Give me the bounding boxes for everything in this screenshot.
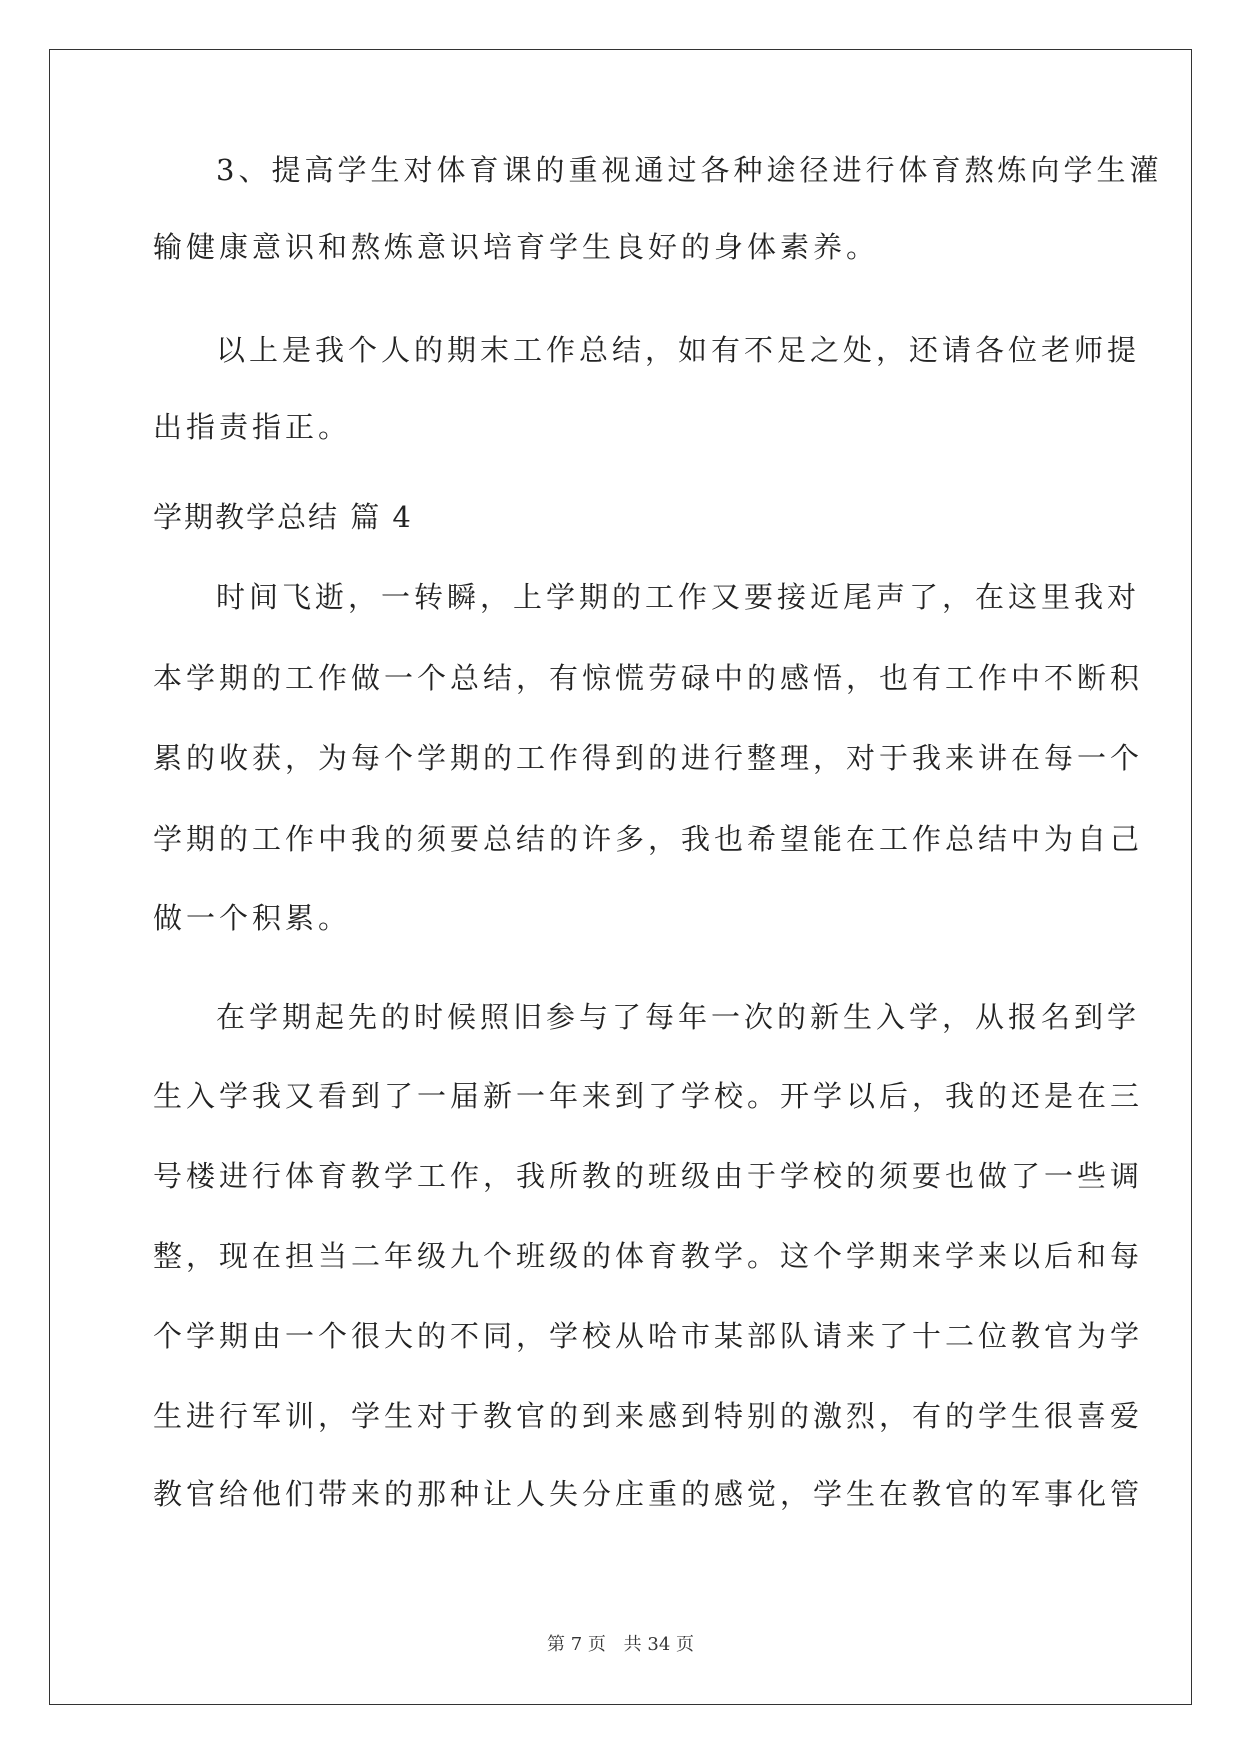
paragraph-line: 做一个积累。	[153, 901, 352, 935]
paragraph-line: 生入学我又看到了一届新一年来到了学校。开学以后，我的还是在三	[153, 1079, 1144, 1113]
page-footer	[0, 1630, 1241, 1656]
paragraph-line: 时间飞逝，一转瞬，上学期的工作又要接近尾声了，在这里我对	[216, 580, 1141, 614]
paragraph-line: 出指责指正。	[153, 410, 352, 444]
paragraph-line: 输健康意识和熬炼意识培育学生良好的身体素养。	[153, 230, 880, 264]
paragraph-line: 3、提高学生对体育课的重视通过各种途径进行体育熬炼向学生灌	[216, 153, 1163, 187]
paragraph-line: 教官给他们带来的那种让人失分庄重的感觉，学生在教官的军事化管	[153, 1477, 1144, 1511]
paragraph-line: 生进行军训，学生对于教官的到来感到特别的激烈，有的学生很喜爱	[153, 1399, 1144, 1433]
paragraph-line: 以上是我个人的期末工作总结，如有不足之处，还请各位老师提	[216, 333, 1141, 367]
paragraph-line: 整，现在担当二年级九个班级的体育教学。这个学期来学来以后和每	[153, 1239, 1144, 1273]
paragraph-line: 本学期的工作做一个总结，有惊慌劳碌中的感悟，也有工作中不断积	[153, 661, 1144, 695]
paragraph-line: 学期的工作中我的须要总结的许多，我也希望能在工作总结中为自己	[153, 822, 1144, 856]
paragraph-line: 在学期起先的时候照旧参与了每年一次的新生入学，从报名到学	[216, 1000, 1141, 1034]
paragraph-line: 个学期由一个很大的不同，学校从哈市某部队请来了十二位教官为学	[153, 1319, 1144, 1353]
paragraph-line: 累的收获，为每个学期的工作得到的进行整理，对于我来讲在每一个	[153, 741, 1144, 775]
paragraph-line: 号楼进行体育教学工作，我所教的班级由于学校的须要也做了一些调	[153, 1159, 1144, 1193]
section-heading: 学期教学总结 篇 4	[153, 500, 413, 534]
page-number: 第 7 页	[547, 1634, 606, 1655]
page-border	[49, 49, 1192, 1705]
page-total: 共 34 页	[623, 1634, 694, 1655]
